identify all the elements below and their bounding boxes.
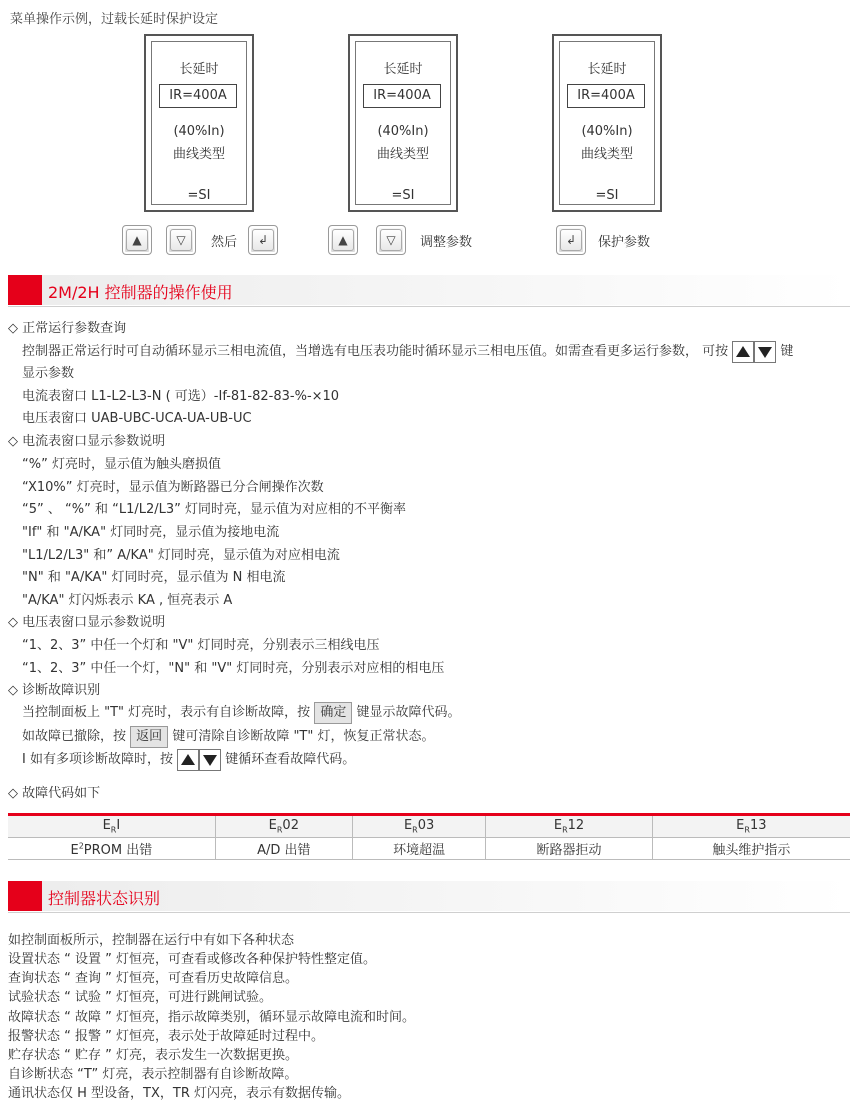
status-line: 通讯状态仅 H 型设备，TX，TR 灯闪亮，表示有数据传输。	[8, 1086, 350, 1101]
lcd-curve-label: 曲线类型	[580, 147, 633, 162]
enter-key-icon[interactable]: ↲	[556, 225, 586, 255]
status-line: 贮存状态 “ 贮存 ” 灯亮，表示发生一次数据更换。	[8, 1048, 298, 1063]
fault-desc-cell: A/D 出错	[215, 838, 352, 860]
normal-line-3: 电流表窗口 L1-L2-L3-N ( 可选）-If-81-82-83-%-×10	[22, 389, 340, 404]
up-arrow-key-icon	[732, 341, 754, 363]
status-line: 自诊断状态 “T” 灯亮，表示控制器有自诊断故障。	[8, 1067, 298, 1082]
fault-desc-cell: 触头维护指示	[652, 838, 850, 860]
fault-code-cell: $E_R03$	[352, 815, 486, 838]
back-key: 返回	[130, 726, 168, 748]
table-row	[8, 838, 850, 860]
lcd-percent: (40%In)	[377, 124, 429, 139]
up-plus-key-icon[interactable]: ▲	[328, 225, 358, 255]
status-line: 报警状态 “ 报警 ” 灯恒亮，表示处于故障延时过程中。	[8, 1029, 324, 1044]
current-line: "N" 和 "A/KA" 灯同时亮，显示值为 N 相电流	[22, 570, 286, 585]
lcd-value-box: IR=400A	[363, 84, 441, 108]
fault-code-cell: $E_R02$	[215, 815, 352, 838]
lcd-value-box: IR=400A	[159, 84, 237, 108]
lcd-percent: (40%In)	[173, 124, 225, 139]
down-minus-key-icon[interactable]: ▽	[376, 225, 406, 255]
label-adjust: 调整参数	[420, 235, 473, 250]
status-line: 试验状态 “ 试验 ” 灯恒亮，可进行跳闸试验。	[8, 990, 272, 1005]
fault-code-cell: $E_R12$	[486, 815, 652, 838]
lcd-panel-3	[552, 34, 662, 212]
confirm-key: 确定	[314, 702, 352, 724]
lcd-curve-value: =SI	[187, 188, 211, 203]
lcd-panel-2	[348, 34, 458, 212]
current-line: “%” 灯亮时，显示值为触头磨损值	[22, 457, 221, 472]
status-line: 查询状态 “ 查询 ” 灯恒亮，可查看历史故障信息。	[8, 971, 298, 986]
fault-code-cell: $E_R13$	[652, 815, 850, 838]
table-row	[8, 815, 850, 838]
normal-line-4: 电压表窗口 UAB-UBC-UCA-UA-UB-UC	[22, 411, 252, 426]
heading-fault-codes: ◇ 故障代码如下	[8, 786, 101, 801]
voltage-line: “1、2、3” 中任一个灯和 "V" 灯同时亮，分别表示三相线电压	[22, 638, 380, 653]
lcd-curve-label: 曲线类型	[376, 147, 429, 162]
intro-caption: 菜单操作示例，过载长延时保护设定	[10, 12, 219, 27]
status-line: 如控制面板所示，控制器在运行中有如下各种状态	[8, 933, 295, 948]
up-arrow-key-icon	[177, 749, 199, 771]
lcd-title: 长延时	[587, 62, 627, 77]
heading-current: ◇ 电流表窗口显示参数说明	[8, 434, 166, 449]
diag-line-3: I 如有多项诊断故障时，按 键循环查看故障代码。	[22, 748, 355, 771]
heading-normal: ◇ 正常运行参数查询	[8, 321, 127, 336]
lcd-value-box: IR=400A	[567, 84, 645, 108]
fault-desc-cell: 断路器拒动	[486, 838, 652, 860]
lcd-panel-1	[144, 34, 254, 212]
heading-voltage: ◇ 电压表窗口显示参数说明	[8, 615, 166, 630]
down-arrow-key-icon	[199, 749, 221, 771]
section-header-status	[8, 881, 850, 911]
heading-diagnosis: ◇ 诊断故障识别	[8, 683, 101, 698]
status-line: 设置状态 “ 设置 ” 灯恒亮，可查看或修改各种保护特性整定值。	[8, 952, 376, 967]
lcd-curve-value: =SI	[391, 188, 415, 203]
lcd-title: 长延时	[179, 62, 219, 77]
current-line: “5” 、 “%” 和 “L1/L2/L3” 灯同时亮，显示值为对应相的不平衡率	[22, 502, 406, 517]
status-line: 故障状态 “ 故障 ” 灯恒亮，指示故障类别，循环显示故障电流和时间。	[8, 1010, 415, 1025]
current-line: "If" 和 "A/KA" 灯同时亮，显示值为接地电流	[22, 525, 280, 540]
voltage-line: “1、2、3” 中任一个灯，"N" 和 "V" 灯同时亮，分别表示对应相的相电压	[22, 661, 445, 676]
label-protect: 保护参数	[598, 235, 651, 250]
section-header-operation	[8, 275, 850, 305]
lcd-percent: (40%In)	[581, 124, 633, 139]
lcd-curve-label: 曲线类型	[172, 147, 225, 162]
diag-line-1: 当控制面板上 "T" 灯亮时，表示有自诊断故障，按 确定 键显示故障代码。	[22, 701, 460, 724]
current-line: “X10%” 灯亮时，显示值为断路器已分合闸操作次数	[22, 480, 324, 495]
normal-line-2: 显示参数	[22, 366, 75, 381]
section-title: 控制器状态识别	[48, 889, 161, 908]
lcd-title: 长延时	[383, 62, 423, 77]
current-line: "A/KA" 灯闪烁表示 KA , 恒亮表示 A	[22, 593, 233, 608]
diag-line-2: 如故障已撤除，按 返回 键可清除自诊断故障 "T" 灯，恢复正常状态。	[22, 725, 434, 748]
enter-key-icon[interactable]: ↲	[248, 225, 278, 255]
fault-code-cell: $E_RI$	[8, 815, 215, 838]
fault-desc-cell: 环境超温	[352, 838, 486, 860]
up-plus-key-icon[interactable]: ▲	[122, 225, 152, 255]
section-title: 2M/2H 控制器的操作使用	[48, 283, 233, 302]
lcd-curve-value: =SI	[595, 188, 619, 203]
down-arrow-key-icon	[754, 341, 776, 363]
normal-line-1: 控制器正常运行时可自动循环显示三相电流值，当增选有电压表功能时循环显示三相电压值。如需查看更多运行参数， 可按 键	[22, 340, 793, 363]
fault-desc-cell: $E^2PROM$ 出错	[8, 838, 215, 860]
label-then: 然后	[211, 235, 238, 250]
fault-code-table	[8, 813, 850, 860]
down-minus-key-icon[interactable]: ▽	[166, 225, 196, 255]
current-line: "L1/L2/L3" 和” A/KA" 灯同时亮，显示值为对应相电流	[22, 548, 340, 563]
